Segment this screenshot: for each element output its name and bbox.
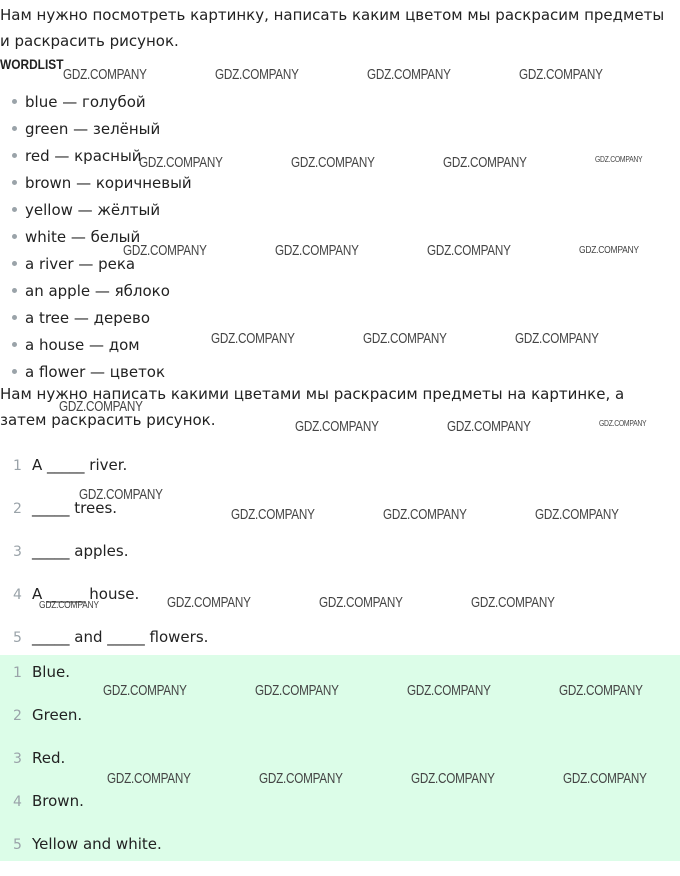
bullet-icon xyxy=(12,288,17,293)
list-item: blue — голубой xyxy=(12,89,192,116)
answer-item: 3 Red. xyxy=(13,749,66,767)
watermark: GDZ.COMPANY xyxy=(79,486,163,503)
watermark: GDZ.COMPANY xyxy=(515,330,599,347)
watermark: GDZ.COMPANY xyxy=(167,594,251,611)
exercise-item: 3 _____ apples. xyxy=(13,542,129,560)
list-item: a river — река xyxy=(12,251,192,278)
list-item: a house — дом xyxy=(12,332,192,359)
bullet-icon xyxy=(12,369,17,374)
bullet-icon xyxy=(12,153,17,158)
watermark: GDZ.COMPANY xyxy=(579,245,639,256)
watermark: GDZ.COMPANY xyxy=(471,594,555,611)
watermark: GDZ.COMPANY xyxy=(259,770,343,787)
answer-list xyxy=(0,661,162,876)
answer-item: 5 Yellow and white. xyxy=(13,835,162,853)
bullet-icon xyxy=(12,180,17,185)
exercise-item: 5 _____ and _____ flowers. xyxy=(13,628,209,646)
exercise-item: 2 _____ trees. xyxy=(13,499,118,517)
bullet-icon xyxy=(12,126,17,131)
watermark: GDZ.COMPANY xyxy=(563,770,647,787)
watermark: GDZ.COMPANY xyxy=(559,682,643,699)
list-item: red — красный xyxy=(12,143,192,170)
watermark: GDZ.COMPANY xyxy=(363,330,447,347)
answer-item: 1 Blue. xyxy=(13,663,70,681)
exercise-item: 4 A _____ house. xyxy=(13,585,140,603)
list-item: white — белый xyxy=(12,224,192,251)
watermark: GDZ.COMPANY xyxy=(255,682,339,699)
watermark: GDZ.COMPANY xyxy=(367,66,451,83)
bullet-icon xyxy=(12,207,17,212)
watermark: GDZ.COMPANY xyxy=(63,66,147,83)
watermark: GDZ.COMPANY xyxy=(599,419,647,428)
watermark: GDZ.COMPANY xyxy=(295,418,379,435)
watermark: GDZ.COMPANY xyxy=(407,682,491,699)
watermark: GDZ.COMPANY xyxy=(211,330,295,347)
watermark: GDZ.COMPANY xyxy=(275,242,359,259)
bullet-icon xyxy=(12,261,17,266)
watermark: GDZ.COMPANY xyxy=(107,770,191,787)
watermark: GDZ.COMPANY xyxy=(59,398,143,415)
list-item: a flower — цветок xyxy=(12,359,192,386)
list-item: yellow — жёлтый xyxy=(12,197,192,224)
watermark: GDZ.COMPANY xyxy=(595,155,643,164)
watermark: GDZ.COMPANY xyxy=(291,154,375,171)
watermark: GDZ.COMPANY xyxy=(123,242,207,259)
list-item: an apple — яблоко xyxy=(12,278,192,305)
bullet-icon xyxy=(12,234,17,239)
watermark: GDZ.COMPANY xyxy=(383,506,467,523)
watermark: GDZ.COMPANY xyxy=(411,770,495,787)
list-item: green — зелёный xyxy=(12,116,192,143)
watermark: GDZ.COMPANY xyxy=(427,242,511,259)
watermark: GDZ.COMPANY xyxy=(139,154,223,171)
wordlist-title: WORDLIST xyxy=(0,56,64,72)
watermark: GDZ.COMPANY xyxy=(519,66,603,83)
answer-item: 4 Brown. xyxy=(13,792,84,810)
watermark: GDZ.COMPANY xyxy=(319,594,403,611)
watermark: GDZ.COMPANY xyxy=(231,506,315,523)
exercise-item: 1 A _____ river. xyxy=(13,456,128,474)
watermark: GDZ.COMPANY xyxy=(103,682,187,699)
answers-panel xyxy=(0,655,680,861)
list-item: brown — коричневый xyxy=(12,170,192,197)
watermark: GDZ.COMPANY xyxy=(215,66,299,83)
watermark: GDZ.COMPANY xyxy=(447,418,531,435)
watermark: GDZ.COMPANY xyxy=(443,154,527,171)
bullet-icon xyxy=(12,342,17,347)
task-text: Нам нужно написать какими цветами мы раскрасим предметы на картинке, а затем раскрасить рисунок. xyxy=(0,385,625,429)
list-item: a tree — дерево xyxy=(12,305,192,332)
exercise-list xyxy=(0,450,208,665)
bullet-icon xyxy=(12,99,17,104)
bullet-icon xyxy=(12,315,17,320)
answer-item: 2 Green. xyxy=(13,706,83,724)
watermark: GDZ.COMPANY xyxy=(535,506,619,523)
intro-text: Нам нужно посмотреть картинку, написать каким цветом мы раскрасим предметы и раскрасить рисунок. xyxy=(0,6,665,50)
wordlist xyxy=(12,89,192,386)
watermark: GDZ.COMPANY xyxy=(39,600,99,611)
